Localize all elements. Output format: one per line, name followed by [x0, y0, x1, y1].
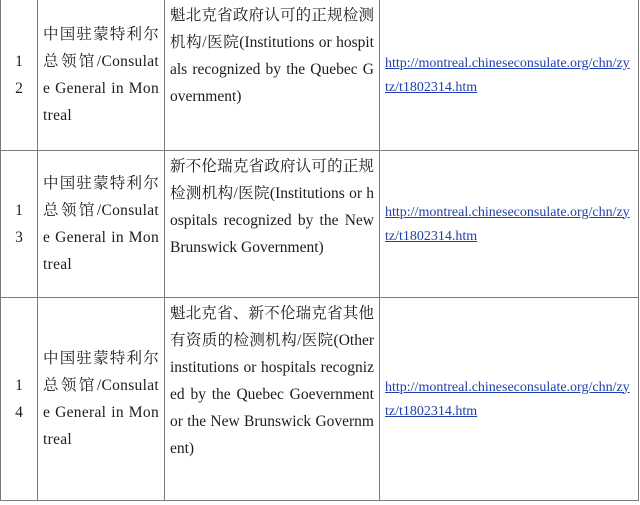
consulate-link[interactable]: http://montreal.chineseconsulate.org/chn/zytz/t1802314.htm — [385, 204, 630, 244]
consulate-cell: 中国驻蒙特利尔总领馆/Consulate General in Montreal — [38, 150, 165, 297]
link-cell — [380, 297, 639, 500]
link-cell — [380, 150, 639, 297]
consulate-cell: 中国驻蒙特利尔总领馆/Consulate General in Montreal — [38, 0, 165, 150]
institution-cell: 魁北克省、新不伦瑞克省其他有资质的检测机构/医院(Other institutions or hospitals recognized by the Quebec Goevernment or the New Brunswick Government) — [165, 297, 380, 500]
consulate-cell: 中国驻蒙特利尔总领馆/Consulate General in Montreal — [38, 297, 165, 500]
row-number: 13 — [1, 150, 38, 297]
link-cell — [380, 0, 639, 150]
consulate-link[interactable]: http://montreal.chineseconsulate.org/chn/zytz/t1802314.htm — [385, 379, 630, 419]
institution-cell: 魁北克省政府认可的正规检测机构/医院(Institutions or hospitals recognized by the Quebec Government) — [165, 0, 380, 150]
consulate-link[interactable]: http://montreal.chineseconsulate.org/chn/zytz/t1802314.htm — [385, 55, 630, 95]
institution-cell: 新不伦瑞克省政府认可的正规检测机构/医院(Institutions or hospitals recognized by the New Brunswick Government) — [165, 150, 380, 297]
table-row — [1, 297, 639, 500]
row-number: 14 — [1, 297, 38, 500]
table-row — [1, 0, 639, 150]
row-number: 12 — [1, 0, 38, 150]
table-row — [1, 150, 639, 297]
